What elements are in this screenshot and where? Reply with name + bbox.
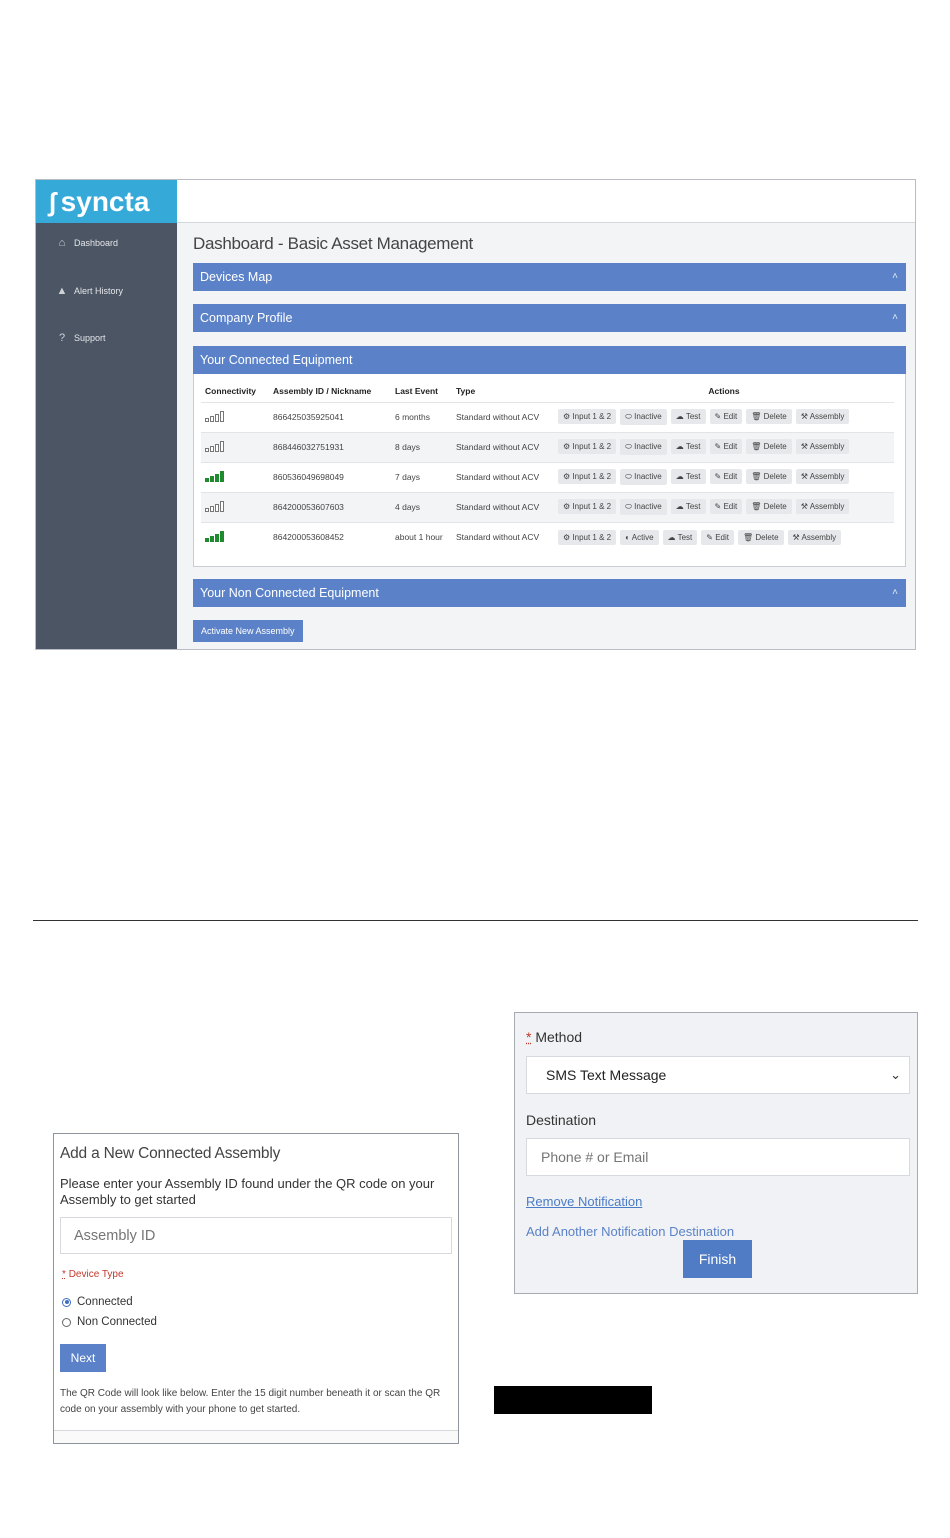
equipment-table (201, 380, 894, 552)
chevron-down-icon: ⌄ (890, 1067, 901, 1082)
sidebar-item-dashboard[interactable] (54, 237, 118, 249)
table-header-row (201, 380, 894, 402)
assembly-button[interactable] (788, 530, 842, 545)
edit-icon: ✎ (706, 532, 716, 542)
button-label: Test (685, 502, 701, 511)
chevron-up-icon[interactable]: ˄ (892, 312, 898, 323)
delete-button[interactable] (746, 499, 792, 514)
radio-connected[interactable] (62, 1296, 133, 1308)
home-icon: ⌂ (58, 237, 66, 249)
required-marker: * (62, 1269, 66, 1280)
test-icon: ☁ (675, 472, 686, 481)
syncta-logo-icon: ʃ (48, 186, 57, 217)
add-notification-destination-link[interactable]: Add Another Notification Destination (526, 1224, 735, 1239)
last-event-cell: 8 days (391, 432, 452, 462)
delete-icon: 🗑 (751, 412, 764, 421)
edit-button[interactable] (701, 530, 734, 545)
button-label: Input 1 & 2 (572, 472, 612, 481)
form-title: Add a New Connected Assembly (60, 1145, 281, 1162)
destination-label: Destination (526, 1112, 597, 1128)
input-button[interactable] (558, 469, 616, 484)
input-icon: ⚙ (563, 412, 573, 421)
edit-button[interactable] (710, 439, 743, 454)
type-cell: Standard without ACV (452, 462, 554, 492)
button-label: Inactive (634, 412, 662, 421)
button-label: Delete (763, 442, 787, 451)
signal-weak-icon (205, 440, 224, 452)
assembly-button[interactable] (796, 409, 850, 424)
actions-cell (554, 492, 894, 522)
test-button[interactable] (663, 530, 698, 545)
button-label: Assembly (809, 502, 845, 511)
method-value: SMS Text Message (546, 1067, 667, 1083)
redaction-bar (494, 1386, 652, 1414)
signal-weak-icon (205, 500, 224, 512)
actions-cell (554, 462, 894, 492)
edit-icon: ✎ (714, 412, 724, 421)
dashboard-screenshot (35, 179, 916, 650)
button-label: Assembly (809, 442, 845, 451)
delete-button[interactable] (746, 409, 792, 424)
table-row (201, 492, 894, 522)
section-divider (33, 920, 918, 921)
connectivity-cell (201, 492, 269, 522)
type-cell: Standard without ACV (452, 522, 554, 552)
assembly-icon: ⚒ (800, 442, 810, 451)
sidebar-item-alert-history[interactable] (54, 285, 123, 297)
actions-cell (554, 402, 894, 432)
sidebar (36, 180, 177, 649)
signal-strong-icon (205, 530, 224, 542)
assembly-id-cell: 866425035925041 (269, 402, 391, 432)
delete-button[interactable] (746, 469, 792, 484)
button-label: Delete (763, 472, 787, 481)
type-cell: Standard without ACV (452, 492, 554, 522)
assembly-id-cell: 864200053607603 (269, 492, 391, 522)
edit-icon: ✎ (714, 502, 724, 511)
connectivity-cell (201, 462, 269, 492)
button-label: Inactive (634, 472, 662, 481)
method-label (526, 1029, 582, 1045)
radio-button[interactable] (62, 1318, 71, 1327)
syncta-logo[interactable] (36, 180, 177, 223)
assembly-button[interactable] (796, 439, 850, 454)
type-cell: Standard without ACV (452, 432, 554, 462)
input-icon: ⚙ (563, 502, 573, 511)
column-header: Type (456, 385, 476, 396)
table-row (201, 522, 894, 552)
test-button[interactable] (671, 409, 706, 424)
sidebar-item-label: Support (74, 333, 106, 343)
delete-button[interactable] (738, 530, 784, 545)
question-icon: ? (58, 332, 66, 344)
notification-form (514, 1012, 918, 1294)
button-label: Test (677, 532, 693, 542)
button-label: Delete (763, 412, 787, 421)
edit-button[interactable] (710, 409, 743, 424)
table-row (201, 402, 894, 432)
button-label: Test (685, 472, 701, 481)
brand-name: syncta (60, 185, 150, 217)
status-toggle-icon: ⬭ (625, 472, 635, 481)
input-icon: ⚙ (563, 532, 573, 542)
button-label: Assembly (809, 472, 845, 481)
button-label: Edit (723, 412, 738, 421)
company-profile-panel[interactable] (193, 304, 906, 332)
add-assembly-form (53, 1133, 459, 1444)
status-toggle-button[interactable] (620, 439, 667, 455)
sidebar-item-label: Alert History (74, 286, 124, 296)
assembly-id-cell: 864200053608452 (269, 522, 391, 552)
sidebar-item-label: Dashboard (74, 238, 119, 248)
status-toggle-icon: ⬭ (625, 412, 635, 421)
delete-icon: 🗑 (751, 442, 764, 451)
main-content (177, 223, 915, 649)
status-toggle-button[interactable] (620, 469, 667, 485)
radio-label: Non Connected (77, 1316, 157, 1328)
test-button[interactable] (671, 469, 706, 484)
assembly-icon: ⚒ (800, 502, 810, 511)
input-button[interactable] (558, 439, 616, 454)
input-button[interactable] (558, 409, 616, 424)
button-label: Test (685, 442, 701, 451)
status-toggle-button[interactable] (620, 499, 667, 515)
assembly-icon: ⚒ (800, 412, 810, 421)
last-event-cell: 4 days (391, 492, 452, 522)
button-label: Edit (723, 442, 738, 451)
panel-title: Devices Map (200, 270, 273, 284)
column-header: Connectivity (205, 385, 257, 396)
next-button[interactable]: Next (60, 1344, 106, 1372)
button-label: Active (631, 532, 654, 542)
method-label-text: Method (535, 1029, 583, 1045)
remove-notification-link[interactable]: Remove Notification (526, 1194, 643, 1209)
edit-button[interactable] (710, 499, 743, 514)
form-footer (54, 1430, 458, 1443)
button-label: Input 1 & 2 (572, 412, 612, 421)
button-label: Edit (723, 502, 738, 511)
button-label: Delete (755, 532, 779, 542)
button-label: Input 1 & 2 (572, 502, 612, 511)
edit-button[interactable] (710, 469, 743, 484)
assembly-id-input[interactable] (60, 1217, 452, 1254)
table-row (201, 462, 894, 492)
actions-cell (554, 432, 894, 462)
edit-icon: ✎ (714, 442, 724, 451)
panel-title: Your Non Connected Equipment (200, 586, 379, 600)
button-label: Input 1 & 2 (572, 532, 612, 542)
connectivity-cell (201, 432, 269, 462)
radio-non-connected[interactable] (62, 1316, 157, 1328)
test-icon: ☁ (675, 442, 686, 451)
device-type-label (62, 1269, 124, 1280)
qr-code-note: The QR Code will look like below. Enter the 15 digit number beneath it or scan the QR code on your assembly with your phone to get started. (60, 1388, 441, 1415)
devices-map-panel[interactable] (193, 263, 906, 291)
delete-icon: 🗑 (751, 472, 764, 481)
button-label: Edit (723, 472, 738, 481)
button-label: Edit (715, 532, 730, 542)
button-label: Assembly (801, 532, 837, 542)
test-icon: ☁ (667, 532, 678, 542)
assembly-icon: ⚒ (800, 472, 810, 481)
radio-label: Connected (77, 1296, 133, 1308)
panel-title: Your Connected Equipment (200, 353, 353, 367)
panel-title: Company Profile (200, 311, 293, 325)
chevron-up-icon[interactable]: ˄ (892, 271, 898, 282)
last-event-cell: about 1 hour (391, 522, 452, 552)
button-label: Inactive (634, 442, 662, 451)
button-label: Input 1 & 2 (572, 442, 612, 451)
connectivity-cell (201, 522, 269, 552)
non-connected-equipment-panel[interactable] (193, 579, 906, 607)
test-icon: ☁ (675, 412, 686, 421)
input-icon: ⚙ (563, 472, 573, 481)
delete-icon: 🗑 (751, 502, 764, 511)
status-toggle-button[interactable] (620, 409, 667, 425)
radio-button[interactable] (62, 1298, 71, 1307)
form-instructions: Please enter your Assembly ID found under the QR code on your Assembly to get started (60, 1176, 435, 1207)
test-button[interactable] (671, 499, 706, 514)
delete-button[interactable] (746, 439, 792, 454)
chevron-up-icon[interactable]: ˄ (892, 587, 898, 598)
assembly-id-cell: 868446032751931 (269, 432, 391, 462)
finish-button[interactable]: Finish (683, 1240, 752, 1278)
connectivity-cell (201, 402, 269, 432)
assembly-button[interactable] (796, 499, 850, 514)
button-label: Inactive (634, 502, 662, 511)
button-label: Delete (763, 502, 787, 511)
input-button[interactable] (558, 499, 616, 514)
actions-cell (554, 522, 894, 552)
assembly-id-cell: 860536049698049 (269, 462, 391, 492)
signal-strong-icon (205, 470, 224, 482)
status-toggle-icon: ⬭ (625, 442, 635, 451)
connected-equipment-panel[interactable] (193, 346, 906, 374)
button-label: Test (685, 412, 701, 421)
edit-icon: ✎ (714, 472, 724, 481)
activate-new-assembly-button[interactable]: Activate New Assembly (193, 620, 303, 642)
test-icon: ☁ (675, 502, 686, 511)
required-marker: * (526, 1029, 532, 1045)
assembly-button[interactable] (796, 469, 850, 484)
method-select[interactable] (526, 1056, 910, 1094)
input-icon: ⚙ (563, 442, 573, 451)
column-header: Assembly ID / Nickname (273, 385, 372, 396)
last-event-cell: 7 days (391, 462, 452, 492)
page-title: Dashboard - Basic Asset Management (193, 234, 473, 253)
test-button[interactable] (671, 439, 706, 454)
column-header: Actions (708, 385, 740, 396)
assembly-icon: ⚒ (792, 532, 802, 542)
status-toggle-icon: ⬭ (625, 502, 635, 511)
status-toggle-icon: ◐ (625, 532, 632, 542)
bell-icon: ▲ (56, 285, 68, 297)
status-toggle-button[interactable] (620, 530, 658, 545)
last-event-cell: 6 months (391, 402, 452, 432)
button-label: Assembly (809, 412, 845, 421)
destination-input[interactable] (526, 1138, 910, 1176)
connected-equipment-body (193, 374, 906, 567)
delete-icon: 🗑 (743, 532, 756, 542)
sidebar-item-support[interactable] (54, 332, 106, 344)
type-cell: Standard without ACV (452, 402, 554, 432)
table-row (201, 432, 894, 462)
top-bar (177, 180, 915, 223)
input-button[interactable] (558, 530, 616, 545)
device-type-label-text: Device Type (68, 1269, 124, 1280)
column-header: Last Event (395, 385, 438, 396)
signal-weak-icon (205, 410, 224, 422)
